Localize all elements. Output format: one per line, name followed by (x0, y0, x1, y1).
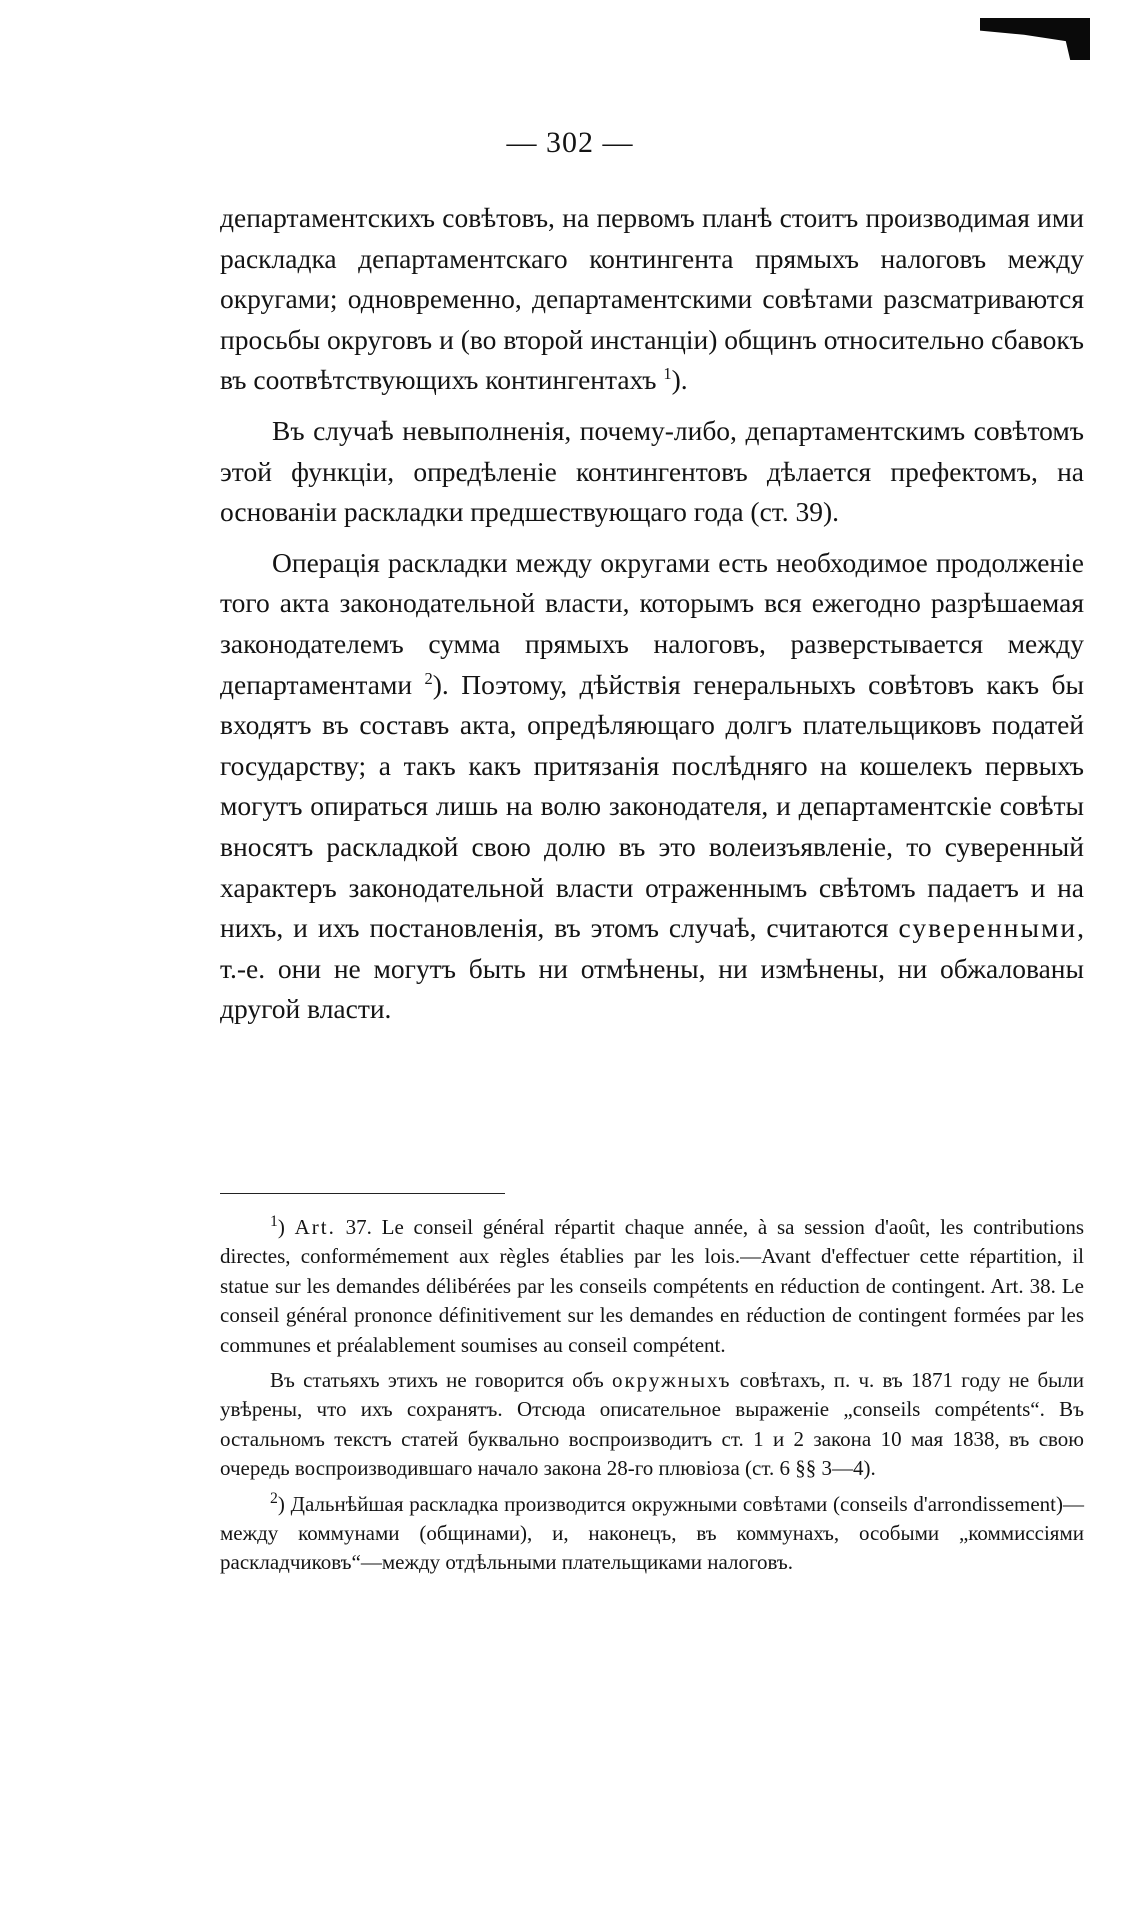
emphasized-word: суверенными (898, 912, 1078, 944)
paragraph-2: Въ случаѣ невыполненія, почему-либо, департаментскимъ совѣтомъ этой функціи, опредѣленіе контингентовъ дѣлается префектомъ, на основаніи раскладки предшествующаго года (ст. 39). (220, 414, 1084, 528)
footnote-ref-2[interactable]: 2 (424, 668, 433, 688)
main-text (220, 198, 1084, 1030)
footnote-divider (220, 1193, 505, 1194)
footnote-1: $^1$) Art. 37. Le conseil général répartit chaque année, à sa session d'août, les contributions directes, conformémement aux règles établies par les lois.—Avant d'effectuer cette répartition, il statue sur les demandes délibérées par les conseils compétents en réduction de contingent. Art. 38. Le conseil général prononce définitivement sur les demandes en réduction de contingent formées par les communes et préalablement soumises au conseil compétent. (220, 1213, 1084, 1357)
emphasized-word: окружныхъ (611, 1368, 732, 1393)
scan-corner-mark (980, 18, 1090, 60)
paragraph-1: департаментскихъ совѣтовъ, на первомъ планѣ стоитъ производимая ими раскладка департаментскаго контингента прямыхъ налоговъ между округами; одновременно, департаментскими совѣтами разсматриваются просьбы округовъ и (во второй инстанціи) общинъ относительно сбавокъ въ соотвѣтствующихъ контингентахъ $^1$). (220, 202, 1084, 396)
paragraph-3: Операція раскладки между округами есть необходимое продолженіе того акта законодательной власти, которымъ вся ежегодно разрѣшаемая законодателемъ сумма прямыхъ налоговъ, разверстывается между департаментами $^2$). Поэтому, дѣйствія генеральныхъ совѣтовъ какъ бы входятъ въ составъ акта, опредѣляющаго долгъ плательщиковъ податей государству; а такъ какъ притязанія послѣдняго на кошелекъ первыхъ могутъ опираться лишь на волю законодателя, и департаментскіе совѣты вносятъ раскладкой свою долю въ это волеизъявленіе, то суверенный характеръ законодательной власти отраженнымъ свѣтомъ падаетъ и на нихъ, и ихъ постановленія, въ этомъ случаѣ, считаются суверенными, т.-е. они не могутъ быть ни отмѣнены, ни измѣнены, ни обжалованы другой власти. (220, 546, 1084, 1025)
footnote-2: $^2$) Дальнѣйшая раскладка производится окружными совѣтами (conseils d'arrondissement)—между коммунами (общинами), и, наконецъ, въ коммунахъ, особыми „коммиссіями раскладчиковъ“—между отдѣльными плательщиками налоговъ. (220, 1489, 1085, 1575)
footnote-ref-1[interactable]: 1 (663, 364, 672, 384)
footnote-1-commentary: Въ статьяхъ этихъ не говорится объ окружныхъ совѣтахъ, п. ч. въ 1871 году не были увѣрены, что ихъ сохранятъ. Отсюда описательное выраженіе „conseils compétents“. Въ остальномъ текстъ статей буквально воспроизводитъ ст. 1 и 2 закона 10 мая 1838, въ свою очередь воспроизводившаго начало закона 28-го плювіоза (ст. 6 §§ 3—4). (220, 1368, 1085, 1481)
footnotes (220, 1213, 1084, 1578)
page-number: — 302 — (506, 126, 634, 159)
